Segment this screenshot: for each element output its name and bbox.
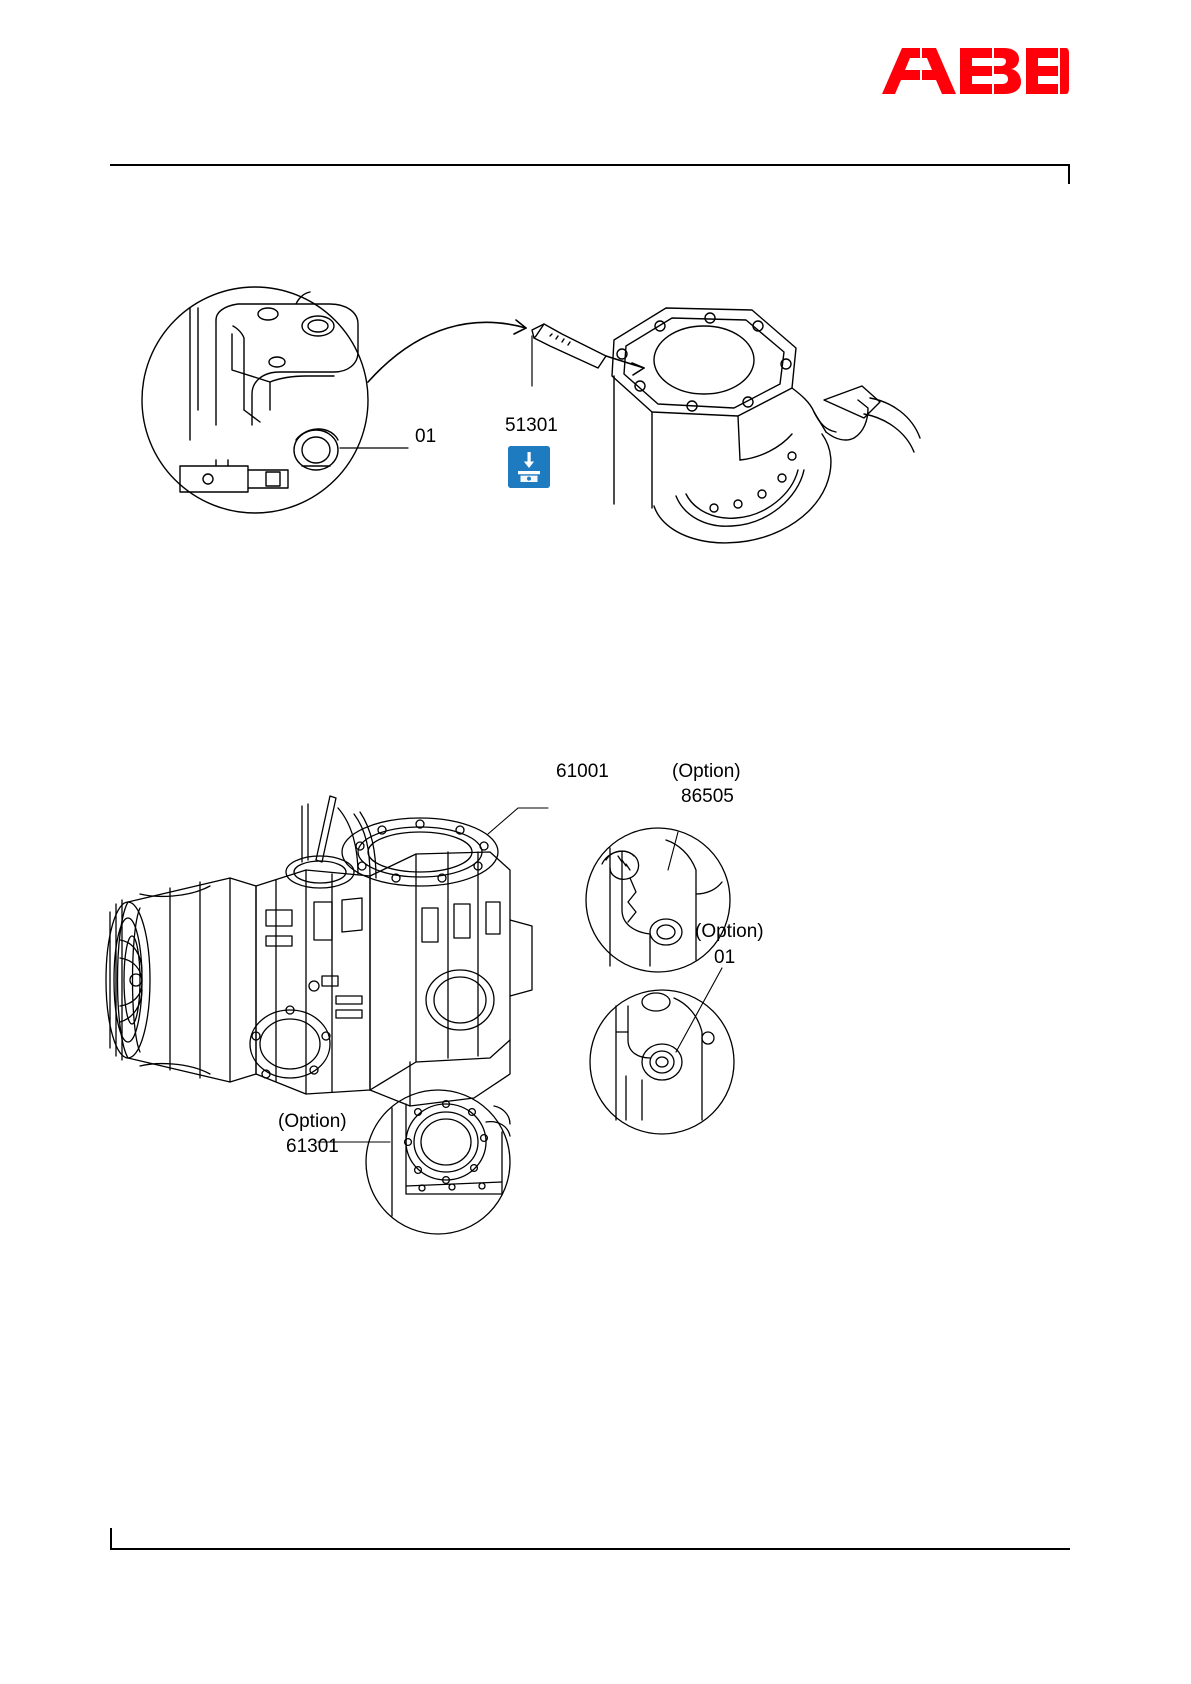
callout-label-61001: 61001 <box>556 761 609 782</box>
callout-label-option-61301: (Option) <box>278 1111 347 1132</box>
callout-label-option-86505: (Option) <box>672 761 741 782</box>
callout-label-01-bottom: 01 <box>714 947 736 968</box>
callout-label-51301: 51301 <box>505 415 558 436</box>
callout-label-61301: 61301 <box>286 1136 339 1157</box>
callout-label-86505: 86505 <box>681 786 734 807</box>
callout-label-option-01: (Option) <box>695 921 764 942</box>
footer-rule <box>110 1548 1070 1550</box>
turbocharger-overview-figure <box>70 790 830 1230</box>
callout-label-01-top: 01 <box>415 426 437 447</box>
footer-rule-tick <box>110 1528 112 1550</box>
header-rule-tick <box>1068 164 1070 184</box>
header-rule <box>110 164 1070 166</box>
abb-logo <box>880 46 1070 116</box>
insert-tool-pictogram <box>508 446 550 488</box>
